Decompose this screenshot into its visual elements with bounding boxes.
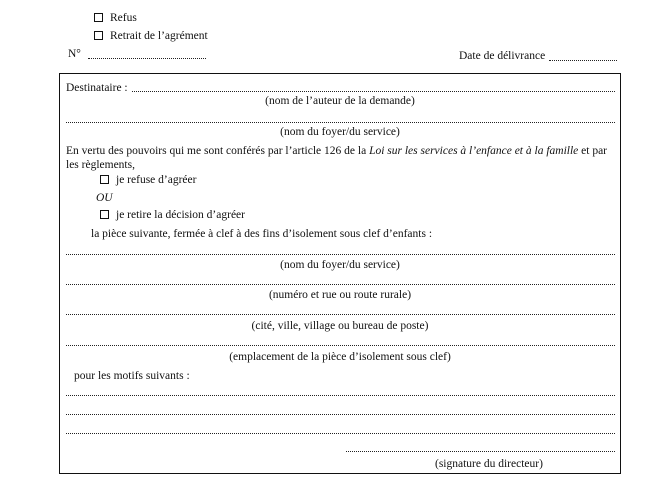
- intro-text-before: En vertu des pouvoirs qui me sont conférés par l’article 126 de la: [66, 145, 370, 157]
- retire-checkbox[interactable]: [100, 210, 109, 219]
- intro-text-after: et par les règlements,: [66, 145, 607, 171]
- emplacement-caption: (emplacement de la pièce d’isolement sous clef): [229, 351, 451, 363]
- intro-law-title: Loi sur les services à l’enfance et à la famille: [369, 145, 579, 157]
- adresse-field[interactable]: [66, 284, 615, 285]
- signature-caption: (signature du directeur): [435, 458, 543, 470]
- intro-paragraph: [66, 144, 614, 172]
- date-delivrance-field[interactable]: [549, 60, 617, 61]
- emplacement-field[interactable]: [66, 345, 615, 346]
- cite-field[interactable]: [66, 314, 615, 315]
- adresse-caption: (numéro et rue ou route rurale): [268, 289, 412, 301]
- signature-field[interactable]: [346, 451, 615, 452]
- nom-foyer-caption-2: (nom du foyer/du service): [280, 259, 400, 271]
- retrait-checkbox[interactable]: [94, 31, 103, 40]
- ou-label: OU: [96, 192, 113, 204]
- nom-foyer-field-1[interactable]: [66, 122, 615, 123]
- motifs-line-3[interactable]: [66, 433, 615, 434]
- retire-label: je retire la décision d’agréer: [116, 209, 245, 221]
- cite-caption: (cité, ville, village ou bureau de poste): [251, 320, 429, 332]
- date-delivrance-label: Date de délivrance: [459, 50, 546, 62]
- motifs-label: pour les motifs suivants :: [74, 370, 190, 382]
- nom-foyer-field-2[interactable]: [66, 254, 615, 255]
- refus-checkbox[interactable]: [94, 13, 103, 22]
- decision-form-frame: [59, 73, 621, 474]
- numero-label: N°: [68, 48, 81, 60]
- motifs-line-2[interactable]: [66, 414, 615, 415]
- numero-field[interactable]: [88, 58, 206, 59]
- refuse-checkbox[interactable]: [100, 175, 109, 184]
- refus-label: Refus: [110, 12, 137, 24]
- destinataire-field[interactable]: [132, 91, 615, 92]
- motifs-line-1[interactable]: [66, 395, 615, 396]
- retrait-label: Retrait de l’agrément: [110, 30, 208, 42]
- piece-text: la pièce suivante, fermée à clef à des fins d’isolement sous clef d’enfants :: [91, 228, 433, 240]
- destinataire-label: Destinataire :: [66, 82, 128, 94]
- refuse-label: je refuse d’agréer: [116, 174, 197, 186]
- nom-auteur-caption: (nom de l’auteur de la demande): [265, 95, 415, 107]
- nom-foyer-caption-1: (nom du foyer/du service): [280, 126, 400, 138]
